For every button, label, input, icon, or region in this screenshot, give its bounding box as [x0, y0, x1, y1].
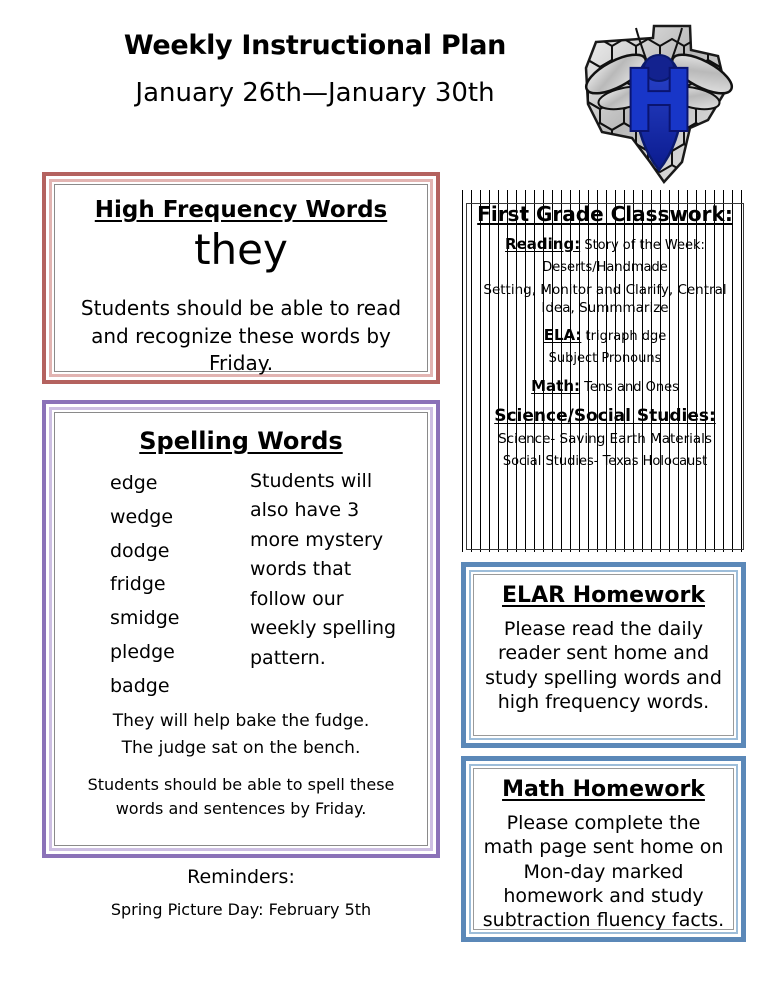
math-value: Tens and Ones [584, 380, 679, 396]
spelling-inner-border [49, 407, 433, 851]
ela-extra: Subject Pronouns [548, 351, 662, 367]
list-item: wedge [110, 505, 174, 528]
sentence-line: They will help bake the fudge. [112, 711, 370, 731]
spelling-words-box [42, 400, 440, 858]
classwork-heading: First Grade Classwork: [477, 202, 733, 226]
date-range: January 26th—January 30th [135, 78, 495, 108]
list-item: fridge [110, 573, 166, 596]
first-grade-classwork-box [462, 190, 748, 552]
math-heading: Math Homework [502, 777, 705, 802]
reading-skills: Setting, Monitor and Clarify, Central Idea, Summmarize [483, 282, 727, 316]
reminders-section [42, 866, 440, 919]
spelling-columns [55, 467, 427, 704]
reminders-heading: Reminders: [187, 866, 295, 888]
elar-body: Please read the daily reader sent home and study spelling words and high frequency words. [485, 618, 722, 713]
svg-text:H: H [623, 52, 695, 150]
ela-label: ELA: [543, 326, 582, 345]
page-title: Weekly Instructional Plan [123, 30, 507, 61]
list-item: pledge [110, 641, 175, 664]
spelling-heading: Spelling Words [139, 427, 343, 455]
spelling-content-area [54, 412, 428, 846]
hornet-texas-logo [558, 12, 758, 197]
math-homework-box [461, 756, 746, 942]
spelling-footer: Students should be able to spell these words and sentences by Friday. [87, 775, 395, 818]
classwork-content [462, 202, 748, 471]
list-item: smidge [110, 607, 180, 630]
high-frequency-words-box [42, 172, 440, 384]
ela-value: trigraph dge [585, 329, 667, 345]
reading-story: Deserts/Handmade [542, 260, 668, 276]
list-item: edge [110, 472, 158, 494]
page-header [0, 0, 772, 175]
elar-homework-box [461, 562, 746, 748]
classwork-reading-row [466, 235, 744, 254]
spelling-word-list [84, 467, 212, 704]
spelling-side-note: Students will also have 3 more mystery words that follow our weekly spelling pattern. [250, 470, 397, 669]
reminder-item: Spring Picture Day: February 5th [110, 900, 372, 919]
elar-inner-border [469, 570, 738, 740]
elar-content-area [473, 574, 734, 736]
elar-heading: ELAR Homework [502, 583, 705, 608]
math-label: Math: [531, 377, 581, 396]
science-social-studies-heading: Science/Social Studies: [494, 405, 716, 426]
hfw-content-area [54, 184, 428, 376]
math-content-area [473, 768, 734, 930]
logo-letter-h [624, 52, 694, 150]
spelling-sentences [69, 708, 413, 762]
list-item: dodge [110, 539, 170, 562]
hfw-heading: High Frequency Words [94, 197, 388, 223]
math-inner-border [469, 764, 738, 934]
math-body: Please complete the math page sent home on Mon-day marked homework and study subtraction fluency facts. [482, 812, 725, 932]
sentence-line: The judge sat on the bench. [121, 738, 361, 759]
science-value: Science- Saving Earth Materials [498, 430, 712, 447]
classwork-ela-row [466, 326, 744, 345]
reading-label: Reading: [505, 235, 581, 253]
list-item: badge [110, 674, 170, 697]
hfw-note: Students should be able to read and recognize these words by Friday. [80, 296, 402, 376]
classwork-math-row [466, 377, 744, 396]
reading-value: Story of the Week: [584, 238, 705, 253]
social-studies-value: Social Studies- Texas Holocaust [502, 454, 708, 470]
hfw-word: they [194, 225, 288, 274]
hfw-inner-border [49, 179, 433, 377]
